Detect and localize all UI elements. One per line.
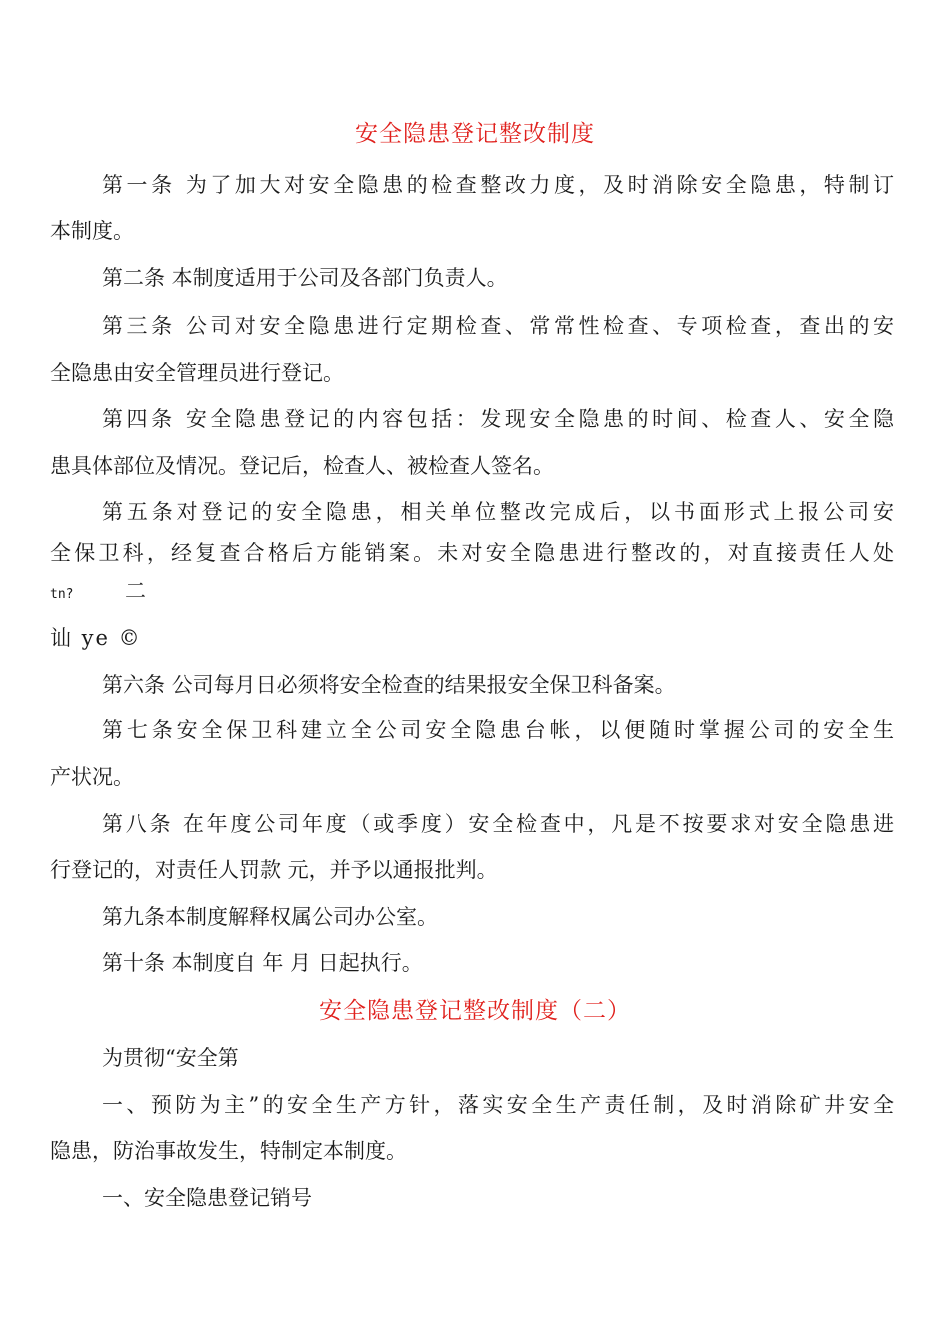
article-5-line-2: 全保卫科，经复查合格后方能销案。未对安全隐患进行整改的，对直接责任人处 (50, 541, 894, 565)
article-5-fragment-a: tn? (50, 587, 74, 602)
article-3-line-1: 第三条 公司对安全隐患进行定期检查、常常性检查、专项检查，查出的安 (102, 314, 894, 338)
article-8-line-2: 行登记的，对责任人罚款 元，并予以通报批判。 (50, 858, 498, 882)
section-2-paragraph-2-line-2: 隐患，防治事故发生，特制定本制度。 (50, 1139, 407, 1163)
article-10: 第十条 本制度自 年 月 日起执行。 (102, 951, 423, 975)
article-9: 第九条本制度解释权属公司办公室。 (102, 905, 438, 929)
article-7-line-2: 产状况。 (50, 765, 134, 789)
article-6: 第六条 公司每月日必须将安全检查的结果报安全保卫科备案。 (102, 673, 676, 697)
section-2-paragraph-1: 为贯彻“安全第 (102, 1046, 239, 1070)
article-2: 第二条 本制度适用于公司及各部门负责人。 (102, 266, 508, 290)
section-2-heading-1: 一、安全隐患登记销号 (102, 1186, 312, 1210)
article-4-line-1: 第四条 安全隐患登记的内容包括：发现安全隐患的时间、检查人、安全隐 (102, 407, 894, 431)
section-2-paragraph-2-line-1: 一、预防为主”的安全生产方针，落实安全生产责任制，及时消除矿井安全 (102, 1093, 894, 1117)
article-3-line-2: 全隐患由安全管理员进行登记。 (50, 361, 344, 385)
article-8-line-1: 第八条 在年度公司年度（或季度）安全检查中，凡是不按要求对安全隐患进 (102, 812, 894, 836)
article-1-line-2: 本制度。 (50, 219, 134, 243)
article-5-fragment-c: 讪 ye © (50, 626, 142, 650)
article-4-line-2: 患具体部位及情况。登记后，检查人、被检查人签名。 (50, 454, 554, 478)
article-1-line-1: 第一条 为了加大对安全隐患的检查整改力度，及时消除安全隐患，特制订 (102, 173, 894, 197)
document-title: 安全隐患登记整改制度 (355, 121, 595, 147)
article-7-line-1: 第七条安全保卫科建立全公司安全隐患台帐，以便随时掌握公司的安全生 (102, 718, 894, 742)
article-5-fragment-b: 二 (125, 579, 146, 603)
article-5-line-1: 第五条对登记的安全隐患，相关单位整改完成后，以书面形式上报公司安 (102, 500, 894, 524)
section-2-title: 安全隐患登记整改制度（二） (319, 998, 631, 1024)
